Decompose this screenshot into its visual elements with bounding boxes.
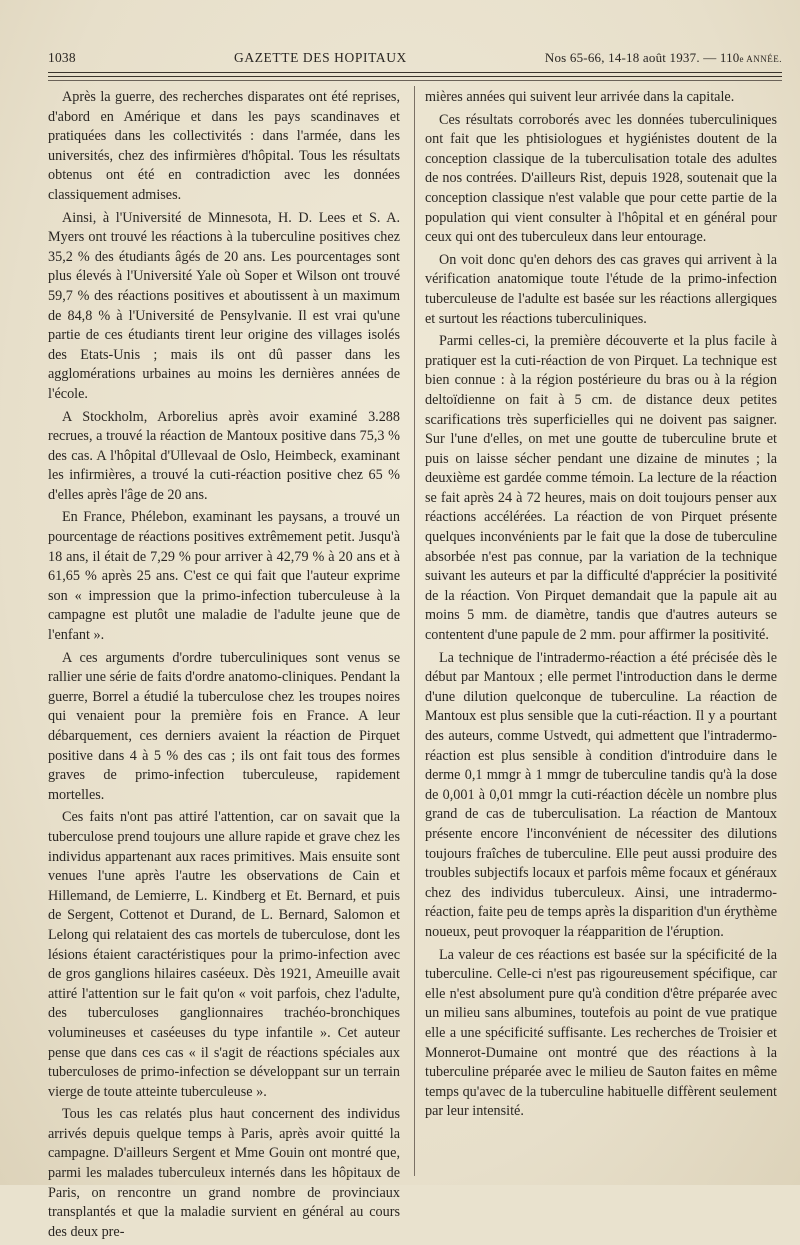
paragraph: Parmi celles-ci, la première découverte et la plus facile à pratiquer est la cuti-réaction de von Pirquet. La technique est bien connue : à la région postérieure du bras ou à la région deltoïdienne on fait à 5 cm. de distance deux petites scarifications très superficielles qui ne doivent pas saigner. Sur l'une d'elles, on met une goutte de tuberculine brute et puis on laisse sécher pendant une dizaine de minutes ; la deuxième est gardée comme témoin. La lecture de la réaction se fait après 24 à 72 heures, mais on doit toujours penser aux réactions accélérées. La réaction de von Pirquet présente quelques inconvénients par le fait que la dose de tuberculine absorbée n'est pas connue, par la variation de la technique suivant les auteurs et par la difficulté d'apprécier la positivité de la réaction. Von Pirquet demandait que la papule ait au moins 5 mm. de diamètre, tandis que d'autres auteurs se contentent d'une papule de 2 mm. pour affirmer la positivité.	[425, 333, 777, 644]
paragraph: Ces résultats corroborés avec les données tuberculiniques ont fait que les phtisiologues et hygiénistes doutent de la conception classique de la tuberculisation totale des adultes de nos contrées. D'ailleurs Rist, depuis 1928, soutenait que la conception classique n'est valable que pour cette partie de la population qui vient consulter à l'hôpital et en général pour ceux qui ont des tuberculeux dans leur entourage.	[425, 111, 777, 246]
header-rule	[48, 76, 782, 77]
paragraph: La technique de l'intradermo-réaction a été précisée dès le début par Mantoux ; elle permet l'introduction dans le derme d'une dilution quelconque de tuberculine. La réaction de Mantoux est plus sensible que la cuti-réaction. Il y a pourtant des auteurs, comme Ustvedt, qui admettent que l'intradermo-réaction est plus sensible à condition d'introduire dans le derme 0,1 mmgr à 1 mmgr de tuberculine tandis qu'à la dose de 0,001 à 0,01 mmgr la cuti-réaction décèle un nombre plus grand de cas de tuberculisation. La réaction de Mantoux présente encore l'inconvénient de nécessiter des dilutions toujours fraîches de tuberculine. Elle peut aussi produire des troubles subjectifs locaux et parfois même focaux et généraux chez des individus tuberculeux. Ainsi, une intradermo-réaction, faite peu de temps après la disparition d'un érythème noueux, peut provoquer la réapparition de l'éruption.	[425, 649, 777, 940]
issue-info	[545, 50, 782, 66]
paragraph: La valeur de ces réactions est basée sur la spécificité de la tuberculine. Celle-ci n'est pas rigoureusement spécifique, car elle n'est absolument pure qu'à condition d'être préparée avec un milieu sans albumines, toutefois au point de vue pratique elle a une spécificité suffisante. Les recherches de Troisier et Monnerot-Dumaine ont montré que des réactions à la tuberculine préparée avec le milieu de Sauton faites en même temps qu'avec de la tuberculine habituelle diffèrent seulement par leur intensité.	[425, 946, 777, 1120]
page-header	[48, 46, 782, 68]
paragraph: Tous les cas relatés plus haut concernent des individus arrivés depuis quelque temps à Paris, après avoir quitté la campagne. D'ailleurs Sergent et Mme Gouin ont montré que, parmi les malades tuberculeux internés dans les hôpitaux de Paris, on rencontre un grand nombre de provinciaux transplantés et que la maladie survient en général au cours des deux pre-	[48, 1106, 400, 1240]
paragraph: Après la guerre, des recherches disparates ont été reprises, d'abord en Amérique et dans les pays scandinaves et pratiquées dans les collectivités : dans l'armée, dans les universités, chez des infirmières d'hôpital. Tous les résultats obtenus ont été en contradiction avec les données classiquement admises.	[48, 89, 400, 203]
page-number: 1038	[48, 50, 76, 65]
paragraph-continuation: mières années qui suivent leur arrivée dans la capitale.	[425, 89, 735, 105]
paragraph: En France, Phélebon, examinant les paysans, a trouvé un pourcentage de réactions positives extrêmement petit. Jusqu'à 18 ans, il était de 7,29 % pour arriver à 42,79 % à 20 ans et à 61,65 % après 25 ans. C'est ce qui fait que l'auteur exprime son « impression que la primo-infection tuberculeuse à la campagne est plutôt une maladie de l'adulte jeune que de l'enfant ».	[48, 509, 400, 644]
paragraph: On voit donc qu'en dehors des cas graves qui arrivent à la vérification anatomique toute l'étude de la primo-infection tuberculeuse de l'adulte est basée sur les réactions allergiques et surtout les réactions tuberculiniques.	[425, 251, 777, 327]
paragraph: Ces faits n'ont pas attiré l'attention, car on savait que la tuberculose prend toujours une allure rapide et grave chez les individus appartenant aux races primitives. Mais ensuite sont venues l'une après l'autre les observations de Cain et Hillemand, de Lemierre, L. Kindberg et Et. Bernard, et puis de Sergent, Cottenot et Durand, de L. Bernard, Salomon et Lelong qui relataient des cas mortels de tuberculose, dont les lésions étaient caractéristiques pour la primo-infection avec de gros ganglions hilaires caséeux. Dès 1921, Ameuille avait attiré l'attention sur le fait qu'on « voit parfois, chez l'adulte, des tuberculoses ganglionnaires trachéo-bronchiques volumineuses et caséeuses du type infantile ». Cet auteur pense que dans ces cas « il s'agit de réactions spéciales aux tuberculoses de primo-infection se développant sur un terrain vierge de toute atteinte tuberculeuse ».	[48, 809, 400, 1100]
issue-number-date: Nos 65-66, 14-18 août 1937. — 110	[544, 50, 740, 65]
paragraph: A ces arguments d'ordre tuberculiniques sont venus se rallier une série de faits d'ordre anatomo-cliniques. Pendant la guerre, Borrel a étudié la tuberculose chez les troupes noires qui venaient pour la première fois en France. A leur débarquement, ces derniers avaient la réaction de Pirquet positive dans 4 à 5 % des cas ; ils ont fait tous des formes graves de primo-infection tuberculeuse, rapidement mortelles.	[48, 649, 400, 803]
paragraph: A Stockholm, Arborelius après avoir examiné 3.288 recrues, a trouvé la réaction de Mantoux positive dans 75,3 % des cas. A l'hôpital d'Ullevaal de Oslo, Heimbeck, examinant les infirmières, a trouvé la cuti-réaction positive chez 65 % d'elles après l'âge de 20 ans.	[48, 408, 400, 503]
header-rule	[48, 72, 782, 73]
issue-year-suffix: e ANNÉE.	[739, 54, 782, 64]
column-divider	[414, 86, 415, 1176]
journal-title: GAZETTE DES HOPITAUX	[234, 50, 407, 65]
paragraph: Ainsi, à l'Université de Minnesota, H. D. Lees et S. A. Myers ont trouvé les réactions à la tuberculine positives chez 35,2 % des étudiants âgés de 20 ans. Les pourcentages sont plus élevés à l'Université Yale où Soper et Wilson ont trouvé 59,7 % des réactions positives et aboutissent à un maximum de 84,8 % à l'Université de Pensylvanie. Il est vrai qu'une partie de ces étudiants tirent leur origine des villages isolés des Etats-Unis ; mais ils ont dû passer dans les agglomérations urbaines au moins les dernières années de l'école.	[48, 209, 400, 402]
header-rule	[48, 80, 782, 81]
left-column	[48, 88, 400, 1245]
right-column	[425, 88, 777, 1125]
